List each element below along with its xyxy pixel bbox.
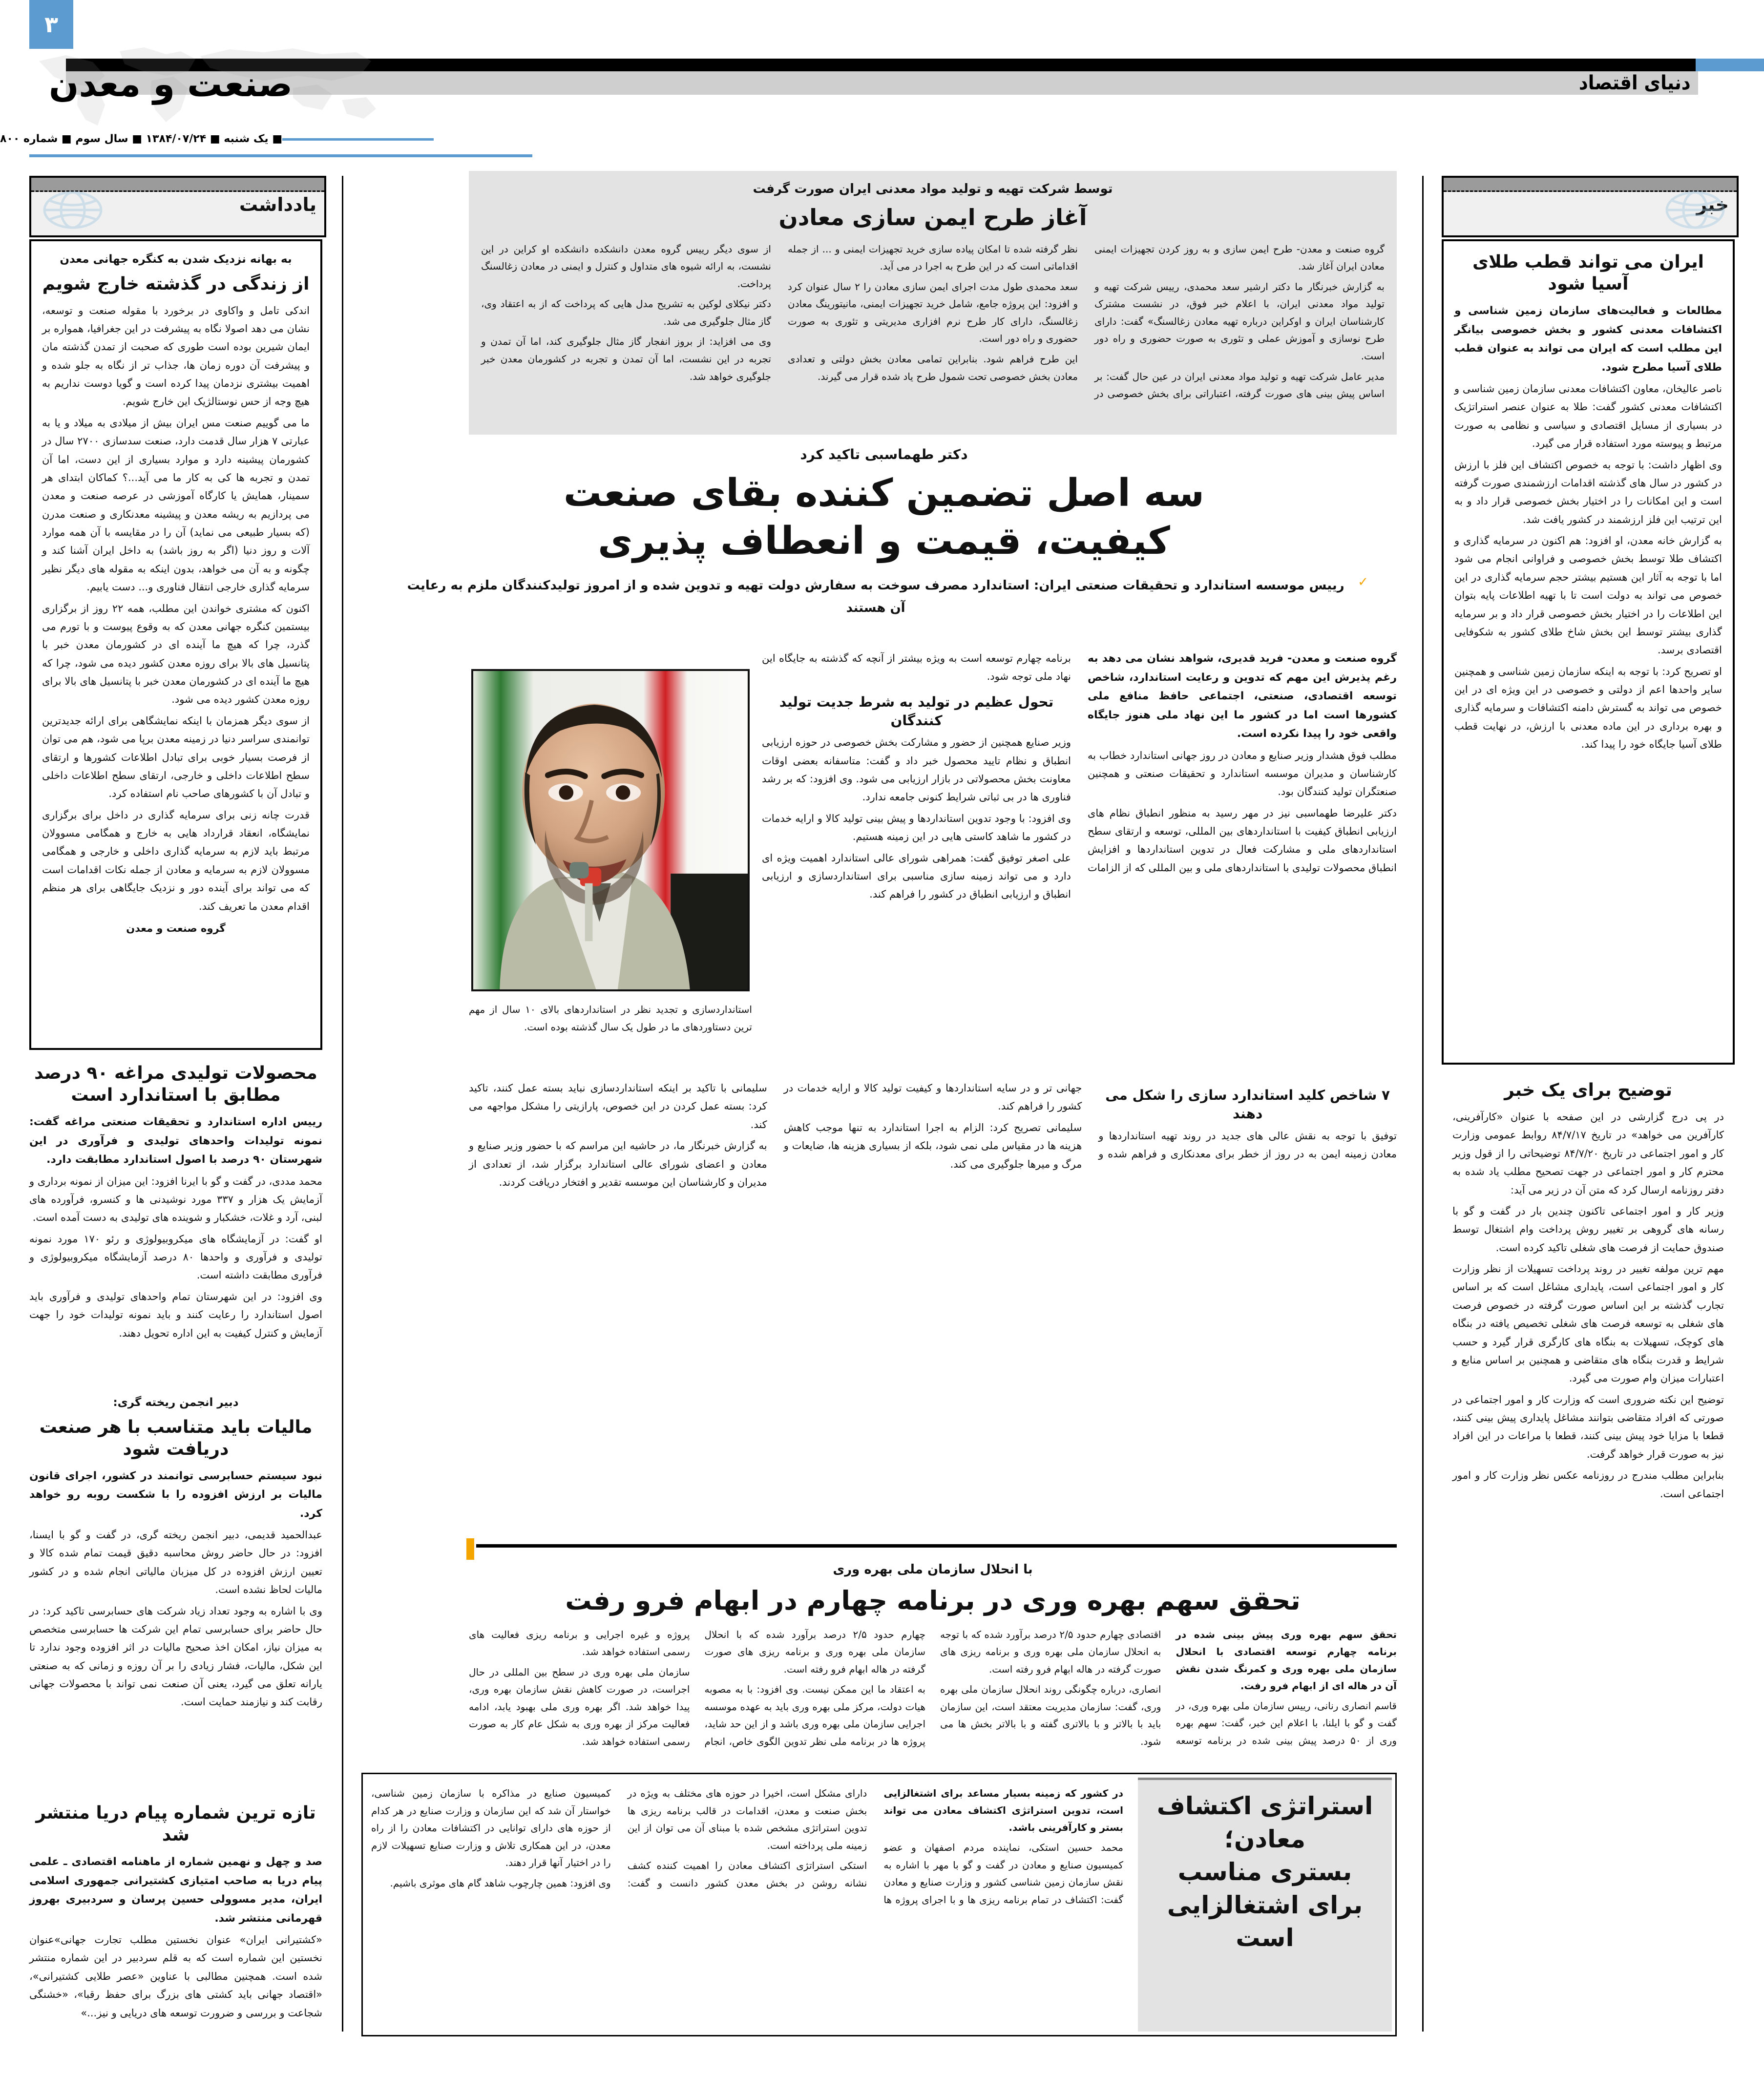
- top-center-kicker: توسط شرکت تهیه و تولید مواد معدنی ایران صورت گرفت: [753, 182, 1113, 196]
- left-article-4-body: [29, 1853, 322, 2022]
- dateline-text: ■ یک شنبه ■ ۱۳۸۴/۰۷/۲۴ ■ سال سوم ■ شماره ۸۰۰: [0, 133, 283, 145]
- left-article-1-kicker: به بهانه نزدیک شدن به کنگره جهانی معدن: [60, 253, 292, 266]
- paragraph: به گزارش خانه معدن، او افزود: هم اکنون در سرمایه گذاری و اکتشاف طلا توسط بخش خصوصی و فراوانی انجام می شود اما با توجه به آثار این هستیم بیشتر حجم سرمایه گذاری در این خصوص می تواند به دولت است تا با تهیه اطلاعات پایه بتوان این اطلاعات را در اختیار بخش خصوصی قرار داد و بر سرمایه گذاری بیشتر توسط این بخش شاخ طلای کشور به شکوفایی اقتصادی برسد.: [1454, 535, 1722, 656]
- main-article-body-lower: [469, 1079, 1397, 1192]
- bottom-section-rule: [476, 1544, 1397, 1548]
- left-article-1-byline: گروه صنعت و معدن: [126, 922, 226, 934]
- bottom-right-body-cols: [371, 1785, 1123, 1908]
- bottom-right-article-body: [371, 1785, 1123, 1908]
- paragraph: وزیر کار و امور اجتماعی تاکنون چندین بار در گفت و گو با رسانه های گروهی بر تغییر روش پرداخت وام اشتغال توسط صندوق حمایت از فرصت های شغلی تاکید کرده است.: [1452, 1205, 1724, 1254]
- paragraph: سازمان ملی بهره وری در سطح بین المللی در حال اجراست، در صورت کاهش نقش سازمان بهره وری، پیدا خواهد شد. اگر بهره وری ملی بهبود یابد، ادامه فعالیت مرکز از بهره وری به شکل عام کار به صورت رسمی استفاده خواهد شد.: [469, 1666, 690, 1748]
- main-article-body-cols: [762, 650, 1397, 904]
- bottom-right-headline-line-4: برای اشتغالزایی است: [1167, 1890, 1363, 1952]
- main-article-body-lower-cols: [469, 1079, 1397, 1192]
- portrait-photo-graphic: [473, 671, 748, 989]
- paragraph: «کشتیرانی ایران» عنوان نخستین مطلب تجارت جهانی»عنوان نخستین این شماره است که به قلم سردبیر در این شماره منتشر شده است. همچنین مطالبی با عناوین «عصر طلایی کشتیرانی»، «اقتصاد جهانی باید کشتی های بزرگ برای حفظ رقبا»، «خشنگی شجاعت و بررسی و ضرورت توسعه های دریایی و نیز...»: [29, 1934, 322, 2019]
- paragraph: مدیر عامل شرکت تهیه و تولید مواد معدنی ایران در عین حال گفت: بر اساس پیش بینی های صورت گرفته، اعتباراتی برای بخش خصوصی در نظر گرفته شده تا امکان پیاده سازی خرید تجهیزات ایمنی و ... از جمله اقداماتی است که در این طرح به اجرا در می آید.: [788, 243, 1385, 400]
- bottom-center-article: [469, 1560, 1397, 1752]
- paragraph: او گفت: در آزمایشگاه های میکروبیولوژی و رئو ۱۷۰ مورد نمونه تولیدی و فرآوری و واحدها ۸۰ درصد آزمایشگاه میکروبیولوژی و فرآوری مطابقت داشته است.: [29, 1233, 323, 1281]
- right-article-1: [1442, 239, 1735, 1065]
- globe-icon: [1659, 190, 1732, 230]
- paragraph: به گزارش خبرنگار ما، در حاشیه این مراسم که با حضور وزیر صنایع و معادن و اعضای شورای عالی استاندارد برگزار شد، از تعدادی از مدیران و کارشناسان این موسسه تقدیر و افتخار دریافت کردند.: [469, 1140, 767, 1188]
- paragraph: وی افزود: همین چارچوب شاهد گام های موثری باشیم.: [390, 1877, 611, 1889]
- bottom-center-kicker: با انحلال سازمان ملی بهره وری: [833, 1562, 1033, 1577]
- right-article-1-headline: ایران می تواند قطب طلای آسیا شود: [1472, 252, 1704, 294]
- paragraph: اندکی تامل و واکاوی در برخورد با مقوله صنعت و توسعه، نشان می دهد اصولا نگاه به پیشرفت در این جغرافیا، همواره بر ایمان شیرین بوده است طوری که صحبت از تمدن گذشته مان و پیشرفت آن دوره زمان ها، جذاب تر از نگاه به جلو شده و اهمیت بیشتری نزدمان پیدا کرده است و گویا دوست نداریم به هیچ وجه از حس نوستالژیک این خارج شویم.: [42, 304, 310, 408]
- paragraph: مطلب فوق هشدار وزیر صنایع و معادن در روز جهانی استاندارد خطاب به کارشناسان و مدیران موسسه استاندارد و تحقیقات صنعتی و همچنین صنعتگران تولید کنندگان بود.: [1088, 749, 1397, 798]
- page-number-badge: ۳: [29, 0, 73, 49]
- paragraph-lede: رییس اداره استاندارد و تحقیقات صنعتی مراغه گفت: نمونه تولیدات واحدهای تولیدی و فرآوری در این شهرستان ۹۰ درصد با اصول استاندارد مطابقت دارد.: [29, 1116, 322, 1166]
- right-sidebar-label-box: [1442, 176, 1739, 237]
- column-divider-right: [1422, 176, 1424, 2032]
- paragraph: وی با اشاره به وجود تعداد زیاد شرکت های حسابرسی تاکید کرد: در حال حاضر برای حسابرسی تمام این شرکت ها حسابرسی متخصص به میزان نیاز، امکان اخذ صحیح مالیات در اثر افزوده وجود ندارد تا این شکل، مالیات، فشار زیادی را بر آن روزه و زمانی که به صنعتی یارانه تعلق می گیرد، یعنی آن صنعت نمی تواند با محصولات جهانی رقابت کند و نیازمند حمایت است.: [29, 1605, 322, 1708]
- paragraph: اکنون که مشتری خواندن این مطلب، همه ۲۲ روز از برگزاری بیستمین کنگره جهانی معدن که به وقوع پیوست و با تورم می گذرد، چرا که هیچ ما آینده ای در کشورمان معدن خبر با پتانسیل های بالا برای روزه معدن کشور دیده می شود، چرا که هیچ ما آینده ای در کشورمان معدن خبر با پتانسیل های بالا برای روزه معدن کشور دیده می شود.: [42, 602, 310, 706]
- paragraph: گروه صنعت و معدن- طرح ایمن سازی و به روز کردن تجهیزات ایمنی معادن ایران آغاز شد.: [1094, 243, 1385, 272]
- column-divider-left: [342, 176, 343, 2032]
- paragraph: قدرت چانه زنی برای سرمایه گذاری در داخل برای برگزاری نمایشگاه، انعقاد قرارداد هایی به خارج و همگامی مسوولان مرتبط باید لازم به سرمایه گذاری داخلی و خارجی و همگامی مسوولان لازم به سرمایه و معادن از جمله نکات اقدامات است که می تواند برای آینده دور و نزدیک جایگاهی برای هر منظم اقدام معدن ما تعریف کند.: [42, 809, 310, 912]
- bottom-center-body: [469, 1626, 1397, 1752]
- paragraph: او تصریح کرد: با توجه به اینکه سازمان زمین شناسی و همچنین سایر واحدها اعم از دولتی و خصوصی در این ویژه ای در این خصوص می تواند به گسترش دامنه اکتشافات و سرمایه گذاری و بهره برداری در این ماده معدنی با ارزش، در نهایت قطب طلای آسیا جایگاه خود را پیدا کند.: [1454, 665, 1722, 751]
- main-article-headline-line1: سه اصل تضمین کننده بقای صنعت: [563, 471, 1205, 515]
- paragraph: در پی درج گزارشی در این صفحه با عنوان «کارآفرینی، کارآفرین می خواهد» در تاریخ ۸۴/۷/۱۷ روابط عمومی وزارت کار و امور اجتماعی در تاریخ ۸۴/۷/۲۰ توضیحاتی را از قول وزیر محترم کار و امور اجتماعی در جهت تصحیح مطلب یاد شده به دفتر روزنامه ارسال کرد که متن آن در زیر می آید:: [1452, 1111, 1724, 1196]
- main-article-body-right: [762, 650, 1397, 904]
- paragraph: این طرح فراهم شود. بنابراین تمامی معادن بخش دولتی و تعدادی معادن بخش خصوصی تحت شمول طرح یاد شده قرار می گیرند.: [788, 353, 1078, 382]
- left-article-1-body: [42, 302, 310, 916]
- paragraph: از سوی دیگر همزمان با اینکه نمایشگاهی برای ارائه جدیدترین توانمندی سراسر دنیا در زمینه معدن برپا می شود، هم می توان از فرصت بسیار خوبی برای تبادل اطلاعات کشورها و ارتقای سطح اطلاعات داخلی و خارجی، ارتقای سطح اطلاعات داخلی و تبادل آن با کشورهای صاحب نام استفاده کرد.: [42, 714, 310, 800]
- orange-tab-marker: [466, 1538, 474, 1560]
- section-title: صنعت و معدن: [49, 63, 293, 105]
- photo-caption: [469, 1001, 752, 1036]
- paragraph: قاسم انصاری رنانی، رییس سازمان ملی بهره وری، در گفت و گو با ایلنا، با اعلام این خبر، گفت: سهم بهره وری از ۵۰ درصد پیش بینی شده در برنامه توسعه اقتصادی چهارم حدود ۲/۵ درصد برآورد شده که با توجه به انحلال سازمان ملی بهره وری و برنامه ریزی های صورت گرفته در هاله ابهام فرو رفته است.: [940, 1628, 1397, 1746]
- main-article-header: [371, 444, 1397, 619]
- paragraph-lede: تحقق سهم بهره وری پیش بینی شده در برنامه چهارم توسعه اقتصادی با انحلال سازمان ملی بهره وری و کمرنگ شدن نقش آن در هاله ای از ابهام فرو رفت.: [1176, 1628, 1397, 1692]
- main-article-subhead-1: تحول عظیم در تولید به شرط جدیت تولید کنندگان: [779, 693, 1054, 729]
- label-grey-bar: [31, 178, 324, 192]
- photo-caption-text: استانداردسازی و تجدید نظر در استانداردهای بالای ۱۰ سال از مهم ترین دستاوردهای ما در طول یک سال گذشته بوده است.: [469, 1004, 752, 1033]
- paragraph: دکتر نیکلای لوکین به تشریح مدل هایی که پرداخت که از به اعتقاد وی، گاز مثال جلوگیری می شد.: [481, 298, 771, 327]
- globe-icon: [36, 190, 109, 230]
- paragraph: به گزارش خبرنگار ما دکتر ارشیر سعد محمدی، رییس شرکت تهیه و تولید مواد معدنی ایران، با اعلام خبر فوق، در نشست مشترک کارشناسان ایران و اوکراین درباره تهیه معادن زغالسنگ» گفت: دارای طرح نوسازی و آموزش عملی و تئوری به صورت حضوری و راه دور است.: [1094, 280, 1385, 362]
- left-article-1: [29, 239, 322, 1050]
- left-article-3-body: [29, 1467, 322, 1712]
- left-sidebar-label: یادداشت: [239, 194, 316, 215]
- paragraph: وی اظهار داشت: با توجه به خصوص اکتشاف این فلز با ارزش در کشور در سال های گذشته اقدامات ارزشمندی صورت گرفته است و این امکانات را در اختیار بخش خصوصی قرار داد و به این ترتیب این فلز ارزشمند در کشور یافت شد.: [1454, 459, 1722, 525]
- top-center-headline: آغاز طرح ایمن سازی معادن: [778, 204, 1087, 231]
- top-center-body: [481, 241, 1385, 403]
- paragraph-lede: گروه صنعت و معدن- فرید قدیری، شواهد نشان می دهد به رغم پذیرش این مهم که تدوین و رعایت استاندارد، شاخص توسعه اقتصادی، صنعتی، اجتماعی حافظ منافع ملی کشورها است اما در کشور ما این نهاد ملی هنوز جایگاه واقعی خود را پیدا نکرده است.: [1088, 652, 1397, 740]
- dateline-bar: [282, 138, 434, 141]
- paragraph: دکتر علیرضا طهماسبی نیز در مهر رسید به منظور انطباق نظام های ارزیابی انطباق کیفیت با استانداردهای بین المللی، توسعه و ارتقای سطح استانداردهای ملی و مشارکت فعال در تدوین استانداردها و افزایش انطباق محصولات تولیدی با استانداردهای ملی و بین المللی که از الزامات برنامه چهارم توسعه است به ویژه بیشتر از آنچه که گذشته به جایگاه این نهاد ملی توجه شود.: [762, 652, 1397, 874]
- main-article-subhead-2: ۷ شاخص کلید استاندارد سازی را شکل می دهند: [1105, 1087, 1390, 1122]
- right-sidebar-label: خبر: [1696, 194, 1729, 215]
- main-article-kicker: دکتر طهماسبی تاکید کرد: [800, 446, 968, 462]
- left-sidebar-label-box: [29, 176, 326, 237]
- main-article-headline-line2: کیفیت، قیمت و انعطاف پذیری: [598, 519, 1170, 563]
- paragraph: وی افزود: در این شهرستان تمام واحدهای تولیدی و فرآوری باید اصول استاندارد را رعایت کنند و باید نمونه تولیدات خود را جهت آزمایش و کنترل کیفیت به این اداره تحویل دهند.: [29, 1290, 322, 1339]
- paragraph: محمد حسین استکی، نماینده مردم اصفهان و عضو کمیسیون صنایع و معادن در گفت و گو با مهر با اشاره به نقش سازمان زمین شناسی کشور و وزارت صنایع و معادن گفت: اکتشاف در تمام برنامه ریزی ها و با اجرای پروژه ها دارای مشکل است، اخیرا در حوزه های مختلف به ویژه در بخش صنعت و معدن، اقدامات در قالب برنامه ریزی ها تدوین استراتژی مشخص شده با مبنای آن می توان از این زمینه ملی پرداخته است.: [627, 1787, 1123, 1906]
- label-grey-bar: [1444, 178, 1737, 192]
- check-icon: ✓: [1358, 575, 1368, 589]
- article-photo: [471, 669, 750, 991]
- paragraph: توضیح این نکته ضروری است که وزارت کار و امور اجتماعی در صورتی که افراد متقاضی بتوانند مشاغل پایداری پیش بینی کنند، قطعا با مزایا خود پیش بینی کنند، قطعا با مراعات در این افراد نیز به صورت قرار خواهد گرفت.: [1452, 1393, 1724, 1460]
- left-article-2-headline: محصولات تولیدی مراغه ۹۰ درصد مطابق با استاندارد است: [34, 1063, 317, 1105]
- left-article-4-headline: تازه ترین شماره پیام دریا منتشر شد: [36, 1803, 316, 1845]
- bottom-right-headline-line-1: استراتژی اکتشاف: [1156, 1792, 1373, 1820]
- paragraph: استکی استراتژی اکتشاف معادن را اهمیت کننده کشف نشانه روشن در بخش معدن کشور دانست و گفت: کمیسیون صنایع در مذاکره با سازمان زمین شناسی، خواستار آن شد که این سازمان و وزارت صنایع در هر کدام از حوزه های دارای توانایی در اکتشافات معادن را از راه معدن، در این همکاری تلاش و وزارت صنایع تسهیلات لازم را در اختیار آنها قرار دهند.: [371, 1787, 867, 1889]
- paragraph: به اعتقاد ما این ممکن نیست. وی افزود: با به مصوبه هیات دولت، مرکز ملی بهره وری باید به عهده موسسه اجرایی سازمان ملی بهره وری باشد و از این حد شاید، پروژه ها در برنامه ملی نظر تدوین الگوی خاص، انجام پروژه و غیره اجرایی و برنامه ریزی فعالیت های رسمی استفاده خواهد شد.: [469, 1628, 925, 1748]
- right-article-2-body: [1452, 1108, 1724, 1503]
- paragraph: انصاری، درباره چگونگی روند انحلال سازمان ملی بهره وری، گفت: سازمان مدیریت معتقد است، این سازمان باید با بالاتر و با بالاتری گفته و با بالاتر بخش ها می شود.: [940, 1683, 1161, 1748]
- paragraph-lede: صد و چهل و نهمین شماره از ماهنامه اقتصادی ـ علمی پیام دریا به صاحب امتیازی کشتیرانی جمهوری اسلامی ایران، مدیر مسوولی حسین پرسان و سردبیری بهروز قهرمانی منتشر شد.: [29, 1856, 322, 1925]
- left-article-2-body: [29, 1113, 322, 1342]
- right-article-2-headline: توضیح برای یک خبر: [1504, 1080, 1672, 1100]
- paragraph: سلیمانی با تاکید بر اینکه استانداردسازی نباید بسته عمل کنند، تاکید کرد: بسته عمل کردن در این خصوص، پارازیتی را مشکل مواجهه می کند.: [469, 1082, 767, 1131]
- paragraph: از سوی دیگر رییس گروه معدن دانشکده دانشکده او کراین در این نشست، به ارائه شیوه های متداول و کنترل و ایمنی در معادن زغالسنگ پرداخت.: [481, 243, 771, 290]
- left-article-2: [29, 1062, 322, 1345]
- paragraph: ما می گوییم صنعت مس ایران بیش از میلادی به میلاد و یا به عبارتی ۷ هزار سال قدمت دارد، صنعت سدسازی ۲۷۰۰ سال در کشورمان پیشینه دارد و موارد بسیاری از این دست، اما آن تمدن و تجربه ها کی به کار ما می آید...؟ کماکان ابتدای هر سمینار، همایش یا کارگاه آموزشی در عرصه صنعت و معدن می پردازیم به ریشه معدن و پیشینه معدنکاری و صنعت مدرن (که بسیار طبیعی می نماید) آن را در مقایسه با آن همه موارد آلات و روز دنیا (اگر به روز باشد) به داخل ایران آشنا کند و چگونه و به آن می خواهد، بدون اینکه به مقوله های دیگر نظیر سرمایه گذاری خارجی انتقال فناوری و... دست یابیم.: [42, 417, 310, 593]
- bottom-right-headline-line-2: معادن؛: [1224, 1824, 1306, 1853]
- paragraph-lede: در کشور که زمینه بسیار مساعد برای اشتغالزایی است، تدوین استراتژی اکتشاف معادن می تواند بستر و کارآفرینی باشد.: [883, 1787, 1123, 1833]
- left-article-3-kicker: دبیر انجمن ریخته گری:: [113, 1396, 239, 1409]
- top-center-article: [481, 180, 1385, 403]
- right-article-2: [1452, 1079, 1724, 1506]
- left-article-3: [29, 1394, 322, 1715]
- paragraph: وی افزود: با وجود تدوین استانداردها و پیش بینی تولید کالا و ارایه خدمات در کشور ما شاهد کاستی هایی در این زمینه هستیم.: [762, 812, 1071, 843]
- paragraph: ناصر عالیخان، معاون اکتشافات معدنی سازمان زمین شناسی و اکتشافات معدنی کشور گفت: طلا به عنوان عنصر استراتژیک در بسیاری از مسایل اقتصادی و سیاسی و نظامی به صورت مرتبط و پیوسته مورد استفاده قرار می گیرد.: [1454, 383, 1722, 450]
- left-article-4: [29, 1802, 322, 2025]
- left-article-3-headline: مالیات باید متناسب با هر صنعت دریافت شود: [39, 1417, 313, 1459]
- paragraph: وزیر صنایع همچنین از حضور و مشارکت بخش خصوصی در حوزه ارزیابی انطباق و نظام تایید محصول خبر داد و گفت: متاسفانه بعضی اوقات معاونت بخش محصولاتی در بازار ارزیابی می شود. وی افزود: که بر رشد فناوری ها در بی ثباتی شرایط کنونی جامعه ندارد.: [762, 736, 1071, 803]
- dateline: [0, 133, 1676, 145]
- bottom-right-headline-line-3: بستری مناسب: [1177, 1858, 1352, 1886]
- paragraph-lede: نبود سیستم حسابرسی توانمند در کشور، اجرای قانون مالیات بر ارزش افزوده را با شکست روبه رو خواهد کرد.: [29, 1469, 322, 1520]
- paragraph: وی می افزاید: از بروز انفجار گاز مثال جلوگیری کند، اما آن تمدن و تجربه در این نشست، اما آن تمدن و تجربه در کشورمان معدن خبر جلوگیری خواهد شد.: [481, 335, 771, 382]
- paragraph: علی اصغر توفیق گفت: همراهی شورای عالی استاندارد اهمیت ویژه ای دارد و می تواند زمینه سازی مناسبی برای استانداردسازی و ارزیابی انطباق و ارزیابی انطباق در کشور را فراهم کند.: [762, 852, 1071, 901]
- newspaper-logo: دنیای اقتصاد: [1579, 72, 1691, 94]
- bottom-center-headline: تحقق سهم بهره وری در برنامه چهارم در ابهام فرو رفت: [565, 1585, 1301, 1616]
- paragraph: چهارم حدود ۲/۵ درصد برآورد شده که با انحلال سازمان ملی بهره وری و برنامه ریزی های صورت گرفته در هاله ابهام فرو رفته است.: [704, 1628, 925, 1675]
- right-article-1-body: [1454, 302, 1722, 754]
- paragraph: محمد مددی، در گفت و گو با ایرنا افزود: این میزان از نمونه برداری و آزمایش یک هزار و ۳۳۷ مورد نوشیدنی ها و کنسرو، فرآورده های لبنی، آرد و غلات، خشکبار و شوینده های تولیدی به دست آمده است.: [29, 1175, 323, 1224]
- paragraph: سعد محمدی طول مدت اجرای ایمن سازی معادن را ۲ سال عنوان کرد و افزود: این پروژه جامع، شامل خرید تجهیزات ایمنی، مانیتورینگ معادن زغالسنگ، دارای کار طرح نرم افزاری مدیریتی و تئوری به صورت حضوری و راه دور است.: [788, 280, 1078, 345]
- paragraph: مهم ترین مولفه تغییر در روند پرداخت تسهیلات از نظر وزارت کار و امور اجتماعی است، پایداری مشاغل است که بر اساس تجارب گذشته بر این اساس صورت گرفته در خصوص فرصت های شغلی به توسعه فرصت های شغلی تخصیص یافته در بنگاه های کوچک، تسهیلات به بنگاه های کارگری قرار گیرد و حسب شرایط و قدرت بنگاه های متقاضی و همچنین بر اساس منابع و اعتبارات میزان وام صورت می گیرد.: [1452, 1263, 1724, 1384]
- bottom-right-headline-block: [1148, 1790, 1382, 1955]
- main-article-lede: رییس موسسه استاندارد و تحقیقات صنعتی ایران: استاندارد مصرف سوخت به سفارش دولت تهیه و تدوین شده و از امروز تولیدکنندگان ملزم به رعایت آن هستند: [407, 578, 1344, 615]
- paragraph: توفیق با توجه به نقش عالی های جدید در روند تهیه استانداردها و معادن زمینه ایمن به در روز از خطر برای معدنکاری و فراهم شده و جهانی تر و در سایه استانداردها و کیفیت تولید کالا و ارایه خدمات در کشور را فراهم کند.: [783, 1082, 1397, 1160]
- left-article-1-headline: از زندگی در گذشته خارج شویم: [42, 273, 310, 294]
- paragraph-lede: مطالعات و فعالیت‌های سازمان زمین شناسی و اکتشافات معدنی کشور و بخش خصوصی بیانگر این مطلب است که ایران می تواند به عنوان قطب طلای آسیا مطرح شود.: [1454, 305, 1722, 374]
- paragraph: سلیمانی تصریح کرد: الزام به اجرا استاندارد به تنها موجب کاهش هزینه ها در مقیاس ملی نمی شود، بلکه از بسیاری هزینه ها، ضایعات و مرگ و میرها جلوگیری می کند.: [783, 1121, 1082, 1170]
- masthead-blue-cap: [1696, 59, 1764, 71]
- section-rule: [29, 154, 532, 157]
- paragraph: عبدالحمید قدیمی، دبیر انجمن ریخته گری، در گفت و گو با ایسنا، افزود: در حال حاضر روش محاسبه دقیق قیمت تمام شده کالا و تعیین ارزش افزوده در کل میزبان مالیاتی انجام شده و در کشور مالیات لحاظ نشده است.: [29, 1529, 322, 1596]
- paragraph: بنابراین مطلب مندرج در روزنامه عکس نظر وزارت کار و امور اجتماعی است.: [1452, 1469, 1724, 1500]
